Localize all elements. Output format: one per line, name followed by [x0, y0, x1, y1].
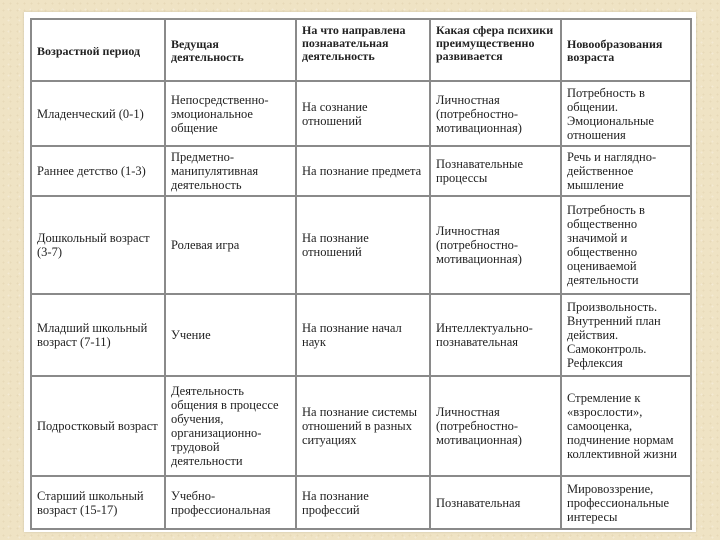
- cell-psyche-sphere: Интеллектуально-познавательная: [430, 294, 561, 376]
- cell-cognitive-direction: На познание начал наук: [296, 294, 430, 376]
- table-row: [31, 81, 691, 146]
- document-page: [24, 12, 696, 532]
- cell-leading-activity: Деятельность общения в процессе обучения, организационно-трудовой деятельности: [165, 376, 296, 476]
- cell-age-period: Подростковый возраст: [31, 376, 165, 476]
- cell-leading-activity: Непосредственно-эмоциональное общение: [165, 81, 296, 146]
- age-periods-table: [30, 18, 692, 530]
- cell-psyche-sphere: Личностная (потребностно-мотивационная): [430, 376, 561, 476]
- header-age-period: Возрастной период: [31, 19, 165, 81]
- table-row: [31, 476, 691, 529]
- cell-neoformations: Стремление к «взрослости», самооценка, подчинение нормам коллективной жизни: [561, 376, 691, 476]
- cell-age-period: Дошкольный возраст (3-7): [31, 196, 165, 294]
- cell-leading-activity: Учебно-профессиональная: [165, 476, 296, 529]
- cell-leading-activity: Учение: [165, 294, 296, 376]
- cell-age-period: Раннее детство (1-3): [31, 146, 165, 196]
- header-age-neoformations: Новообразования возраста: [561, 19, 691, 81]
- cell-cognitive-direction: На познание предмета: [296, 146, 430, 196]
- header-leading-activity: Ведущая деятельность: [165, 19, 296, 81]
- cell-age-period: Младший школьный возраст (7-11): [31, 294, 165, 376]
- table-row: [31, 196, 691, 294]
- cell-cognitive-direction: На познание отношений: [296, 196, 430, 294]
- table-header-row: [31, 19, 691, 81]
- cell-cognitive-direction: На познание профессий: [296, 476, 430, 529]
- cell-age-period: Старший школьный возраст (15-17): [31, 476, 165, 529]
- table-row: [31, 146, 691, 196]
- table-row: [31, 376, 691, 476]
- cell-psyche-sphere: Познавательная: [430, 476, 561, 529]
- cell-psyche-sphere: Личностная (потребностно-мотивационная): [430, 196, 561, 294]
- cell-psyche-sphere: Познавательные процессы: [430, 146, 561, 196]
- header-cognitive-direction: На что направлена познавательная деятельность: [296, 19, 430, 81]
- table-row: [31, 294, 691, 376]
- cell-cognitive-direction: На познание системы отношений в разных ситуациях: [296, 376, 430, 476]
- cell-neoformations: Мировоззрение, профессиональные интересы: [561, 476, 691, 529]
- cell-leading-activity: Ролевая игра: [165, 196, 296, 294]
- cell-leading-activity: Предметно-манипулятивная деятельность: [165, 146, 296, 196]
- cell-cognitive-direction: На сознание отношений: [296, 81, 430, 146]
- cell-age-period: Младенческий (0-1): [31, 81, 165, 146]
- cell-psyche-sphere: Личностная (потребностно-мотивационная): [430, 81, 561, 146]
- cell-neoformations: Потребность в общественно значимой и общественно оцениваемой деятельности: [561, 196, 691, 294]
- cell-neoformations: Произвольность. Внутренний план действия. Самоконтроль. Рефлексия: [561, 294, 691, 376]
- cell-neoformations: Речь и наглядно-действенное мышление: [561, 146, 691, 196]
- cell-neoformations: Потребность в общении. Эмоциональные отношения: [561, 81, 691, 146]
- header-psyche-sphere: Какая сфера психики преимущественно развивается: [430, 19, 561, 81]
